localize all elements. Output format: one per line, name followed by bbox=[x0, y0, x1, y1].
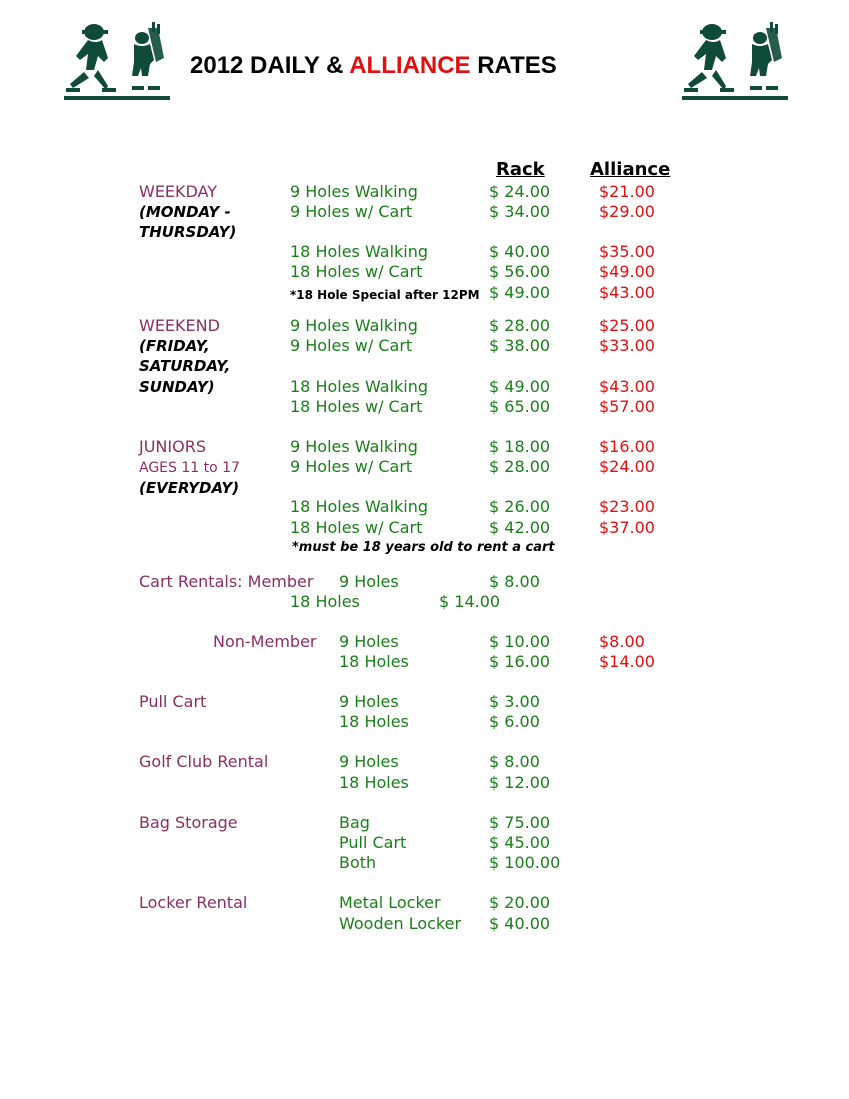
section-sublabel: SUNDAY) bbox=[139, 378, 215, 396]
alliance-price: $43.00 bbox=[599, 377, 655, 396]
rack-price: $ 45.00 bbox=[489, 833, 551, 852]
rate-item: Both bbox=[339, 853, 377, 872]
rate-item: 9 Holes Walking bbox=[290, 437, 418, 456]
rack-price: $ 16.00 bbox=[489, 652, 551, 671]
rack-price: $ 40.00 bbox=[489, 914, 551, 933]
section-label-pull-cart: Pull Cart bbox=[139, 692, 207, 711]
rack-price: $ 65.00 bbox=[489, 397, 551, 416]
alliance-price: $23.00 bbox=[599, 497, 655, 516]
rate-item: 18 Holes w/ Cart bbox=[290, 518, 423, 537]
rate-item: 9 Holes bbox=[339, 572, 399, 591]
rack-price: $ 18.00 bbox=[489, 437, 551, 456]
golfer-caddie-logo-icon bbox=[62, 18, 172, 103]
alliance-price: $8.00 bbox=[599, 632, 645, 651]
rack-price: $ 42.00 bbox=[489, 518, 551, 537]
alliance-price: $21.00 bbox=[599, 182, 655, 201]
rack-price: $ 34.00 bbox=[489, 202, 551, 221]
rack-price: $ 28.00 bbox=[489, 457, 551, 476]
alliance-price: $37.00 bbox=[599, 518, 655, 537]
section-label-bag-storage: Bag Storage bbox=[139, 813, 238, 832]
rate-item: 9 Holes w/ Cart bbox=[290, 336, 413, 355]
alliance-price: $16.00 bbox=[599, 437, 655, 456]
rack-price: $ 8.00 bbox=[489, 572, 540, 591]
rack-price: $ 49.00 bbox=[489, 283, 551, 302]
rate-item: 9 Holes bbox=[339, 632, 399, 651]
alliance-price: $25.00 bbox=[599, 316, 655, 335]
rate-item: 18 Holes bbox=[339, 773, 409, 792]
rate-item: 18 Holes bbox=[339, 712, 409, 731]
golfer-caddie-logo-icon bbox=[680, 18, 790, 103]
rate-item: 18 Holes Walking bbox=[290, 377, 429, 396]
rack-price: $ 10.00 bbox=[489, 632, 551, 651]
special-note: *18 Hole Special after 12PM bbox=[290, 288, 480, 302]
section-sublabel: (EVERYDAY) bbox=[139, 479, 240, 497]
rate-item: Wooden Locker bbox=[339, 914, 462, 933]
rate-item: 18 Holes bbox=[339, 652, 409, 671]
rack-price: $ 3.00 bbox=[489, 692, 540, 711]
rack-price: $ 75.00 bbox=[489, 813, 551, 832]
rate-item: 18 Holes w/ Cart bbox=[290, 397, 423, 416]
rack-price: $ 38.00 bbox=[489, 336, 551, 355]
rack-price: $ 28.00 bbox=[489, 316, 551, 335]
rack-price: $ 49.00 bbox=[489, 377, 551, 396]
rate-item: Metal Locker bbox=[339, 893, 441, 912]
page-title bbox=[190, 52, 557, 80]
title-part1: 2012 DAILY & bbox=[190, 52, 350, 79]
rate-item: 18 Holes w/ Cart bbox=[290, 262, 423, 281]
section-label-club-rental: Golf Club Rental bbox=[139, 752, 269, 771]
rack-price: $ 8.00 bbox=[489, 752, 540, 771]
rate-item: Pull Cart bbox=[339, 833, 407, 852]
section-sublabel: AGES 11 to 17 bbox=[139, 460, 240, 476]
rate-item: 18 Holes Walking bbox=[290, 497, 429, 516]
section-label-cart-rentals: Cart Rentals: Member bbox=[139, 572, 314, 591]
rate-item: 18 Holes bbox=[290, 592, 360, 611]
rate-item: 9 Holes Walking bbox=[290, 316, 418, 335]
section-sublabel: (MONDAY - bbox=[139, 203, 231, 221]
section-sublabel: SATURDAY, bbox=[139, 357, 231, 375]
rate-item: 9 Holes bbox=[339, 692, 399, 711]
section-label-weekend: WEEKEND bbox=[139, 316, 220, 335]
title-accent: ALLIANCE bbox=[349, 52, 471, 79]
rack-price: $ 56.00 bbox=[489, 262, 551, 281]
rack-price: $ 100.00 bbox=[489, 853, 561, 872]
rate-item: 9 Holes w/ Cart bbox=[290, 457, 413, 476]
alliance-price: $33.00 bbox=[599, 336, 655, 355]
column-header-rack: Rack bbox=[496, 159, 545, 180]
rack-price: $ 6.00 bbox=[489, 712, 540, 731]
section-label-juniors: JUNIORS bbox=[139, 437, 206, 456]
rack-price: $ 26.00 bbox=[489, 497, 551, 516]
alliance-price: $29.00 bbox=[599, 202, 655, 221]
rate-item: 9 Holes bbox=[339, 752, 399, 771]
section-label-locker-rental: Locker Rental bbox=[139, 893, 248, 912]
alliance-price: $49.00 bbox=[599, 262, 655, 281]
rack-price: $ 14.00 bbox=[439, 592, 501, 611]
rate-item: 9 Holes w/ Cart bbox=[290, 202, 413, 221]
section-label-weekday: WEEKDAY bbox=[139, 182, 218, 201]
section-sublabel: (FRIDAY, bbox=[139, 337, 210, 355]
rack-price: $ 24.00 bbox=[489, 182, 551, 201]
alliance-price: $43.00 bbox=[599, 283, 655, 302]
title-part2: RATES bbox=[470, 52, 557, 79]
rack-price: $ 20.00 bbox=[489, 893, 551, 912]
rack-price: $ 40.00 bbox=[489, 242, 551, 261]
alliance-price: $14.00 bbox=[599, 652, 655, 671]
section-label-non-member: Non-Member bbox=[213, 632, 317, 651]
rate-item: Bag bbox=[339, 813, 370, 832]
column-header-alliance: Alliance bbox=[590, 159, 671, 180]
rack-price: $ 12.00 bbox=[489, 773, 551, 792]
alliance-price: $57.00 bbox=[599, 397, 655, 416]
alliance-price: $24.00 bbox=[599, 457, 655, 476]
rate-item: 9 Holes Walking bbox=[290, 182, 418, 201]
section-sublabel: THURSDAY) bbox=[139, 223, 237, 241]
rate-item: 18 Holes Walking bbox=[290, 242, 429, 261]
cart-age-note: *must be 18 years old to rent a cart bbox=[292, 540, 555, 555]
alliance-price: $35.00 bbox=[599, 242, 655, 261]
